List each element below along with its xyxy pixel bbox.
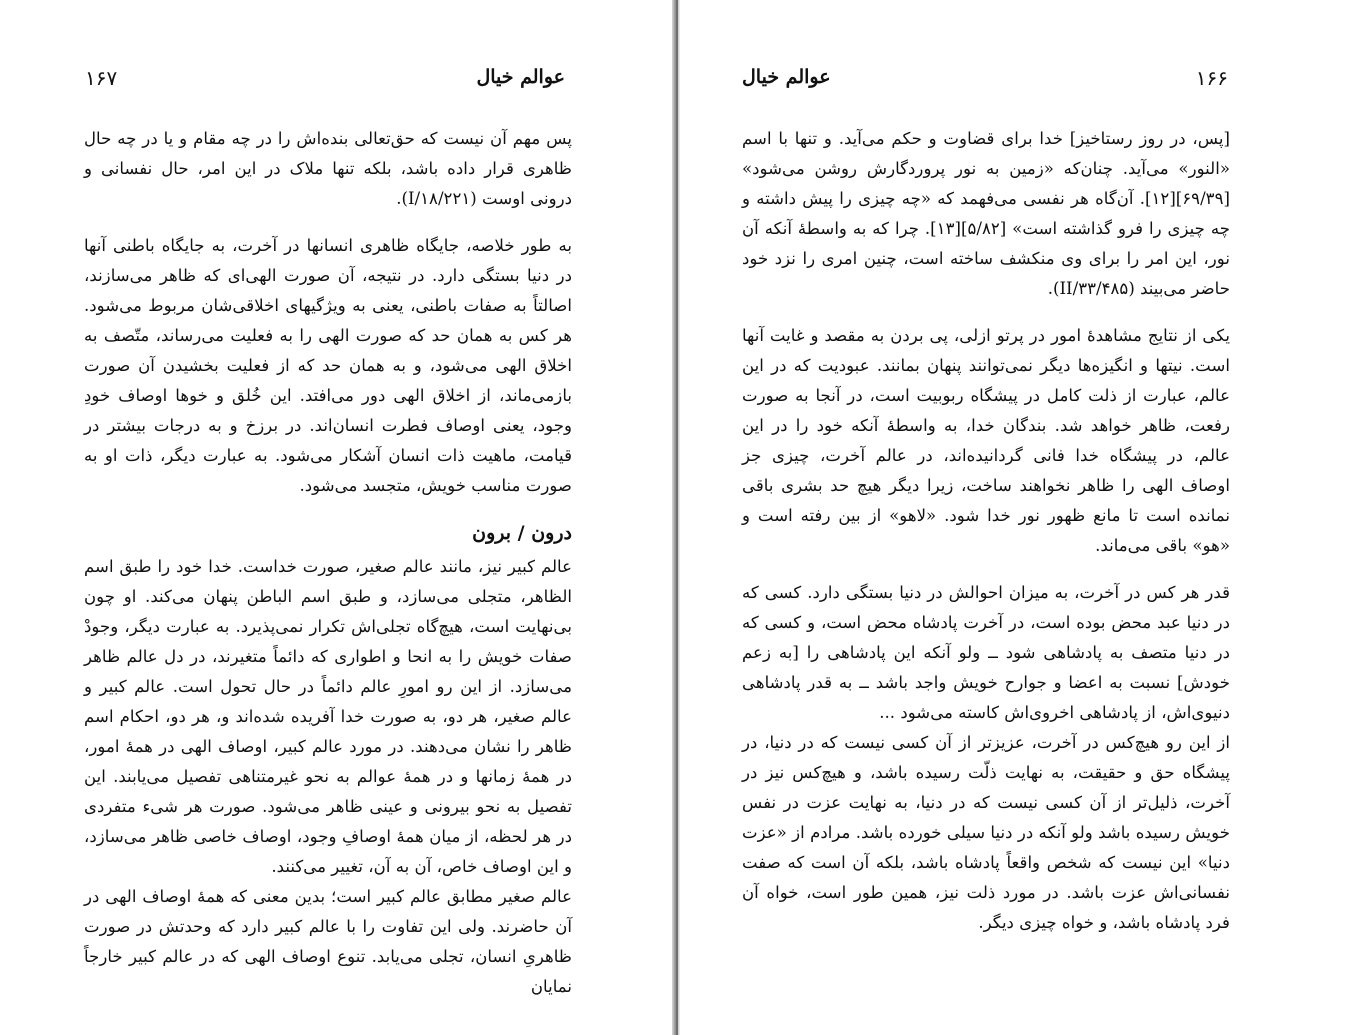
- right-running-title: عوالم خیال: [742, 66, 831, 88]
- left-page-body: [84, 124, 572, 1002]
- right-page-number: ۱۶۶: [1195, 66, 1228, 90]
- left-running-title: عوالم خیال: [476, 66, 565, 88]
- paragraph: یکی از نتایج مشاهدهٔ امور در پرتو ازلی، پی بردن به مقصد و غایت آنها است. نیتها و انگیزه‌ها دیگر نمی‌توانند پنهان بمانند. عبودیت که در این عالم، عبارت از ذلت کامل در پیشگاه ربوبیت است، در آنجا به صورت رفعت، ظاهر خواهد شد. بندگان خدا، به واسطهٔ آنکه خود را در این عالم، در پیشگاه خدا فانی گردانیده‌اند، در عالم آخرت، چیزی جز اوصاف الهی را ظاهر نخواهند ساخت، زیرا دیگر هیچ حد بشری باقی نمانده است تا مانع ظهور نور خدا شود. «لاهو» از بین رفته است و «هو» باقی می‌ماند.: [742, 326, 1230, 555]
- paragraph: عالم کبیر نیز، مانند عالم صغیر، صورت خداست. خدا خود را طبق اسم الظاهر، متجلی می‌سازد، و طبق اسم الباطن پنهان می‌کند. او چون بی‌نهایت است، هیچ‌گاه تجلی‌اش تکرار نمی‌پذیرد. به عبارت دیگر، وجودْ صفات خویش را به انحا و اطواری که دائماً متغیرند، در دل عالم ظاهر می‌سازد. از این رو امورِ عالم دائماً در حال تحول است. عالم کبیر و عالم صغیر، هر دو، به صورت خدا آفریده شده‌اند و، هر دو، احکام اسم ظاهر را نشان می‌دهند. در مورد عالم کبیر، اوصاف الهی در همهٔ امور، در همهٔ زمانها و در همهٔ عوالم به نحو غیرمتناهی تفصیل می‌یابند. این تفصیل به نحو بیرونی و عینی ظاهر می‌شود. صورت هر شیء متفردی در هر لحظه، از میان همهٔ اوصافِ وجود، اوصاف خاصی ظاهر می‌سازد، و این اوصاف خاص، آن به آن، تغییر می‌کنند.: [84, 557, 572, 876]
- left-page-number: ۱۶۷: [85, 66, 118, 90]
- paragraph: عالم صغیر مطابق عالم کبیر است؛ بدین معنی که همهٔ اوصاف الهی در آن حاضرند. ولی این تفاوت را با عالم کبیر دارد که وحدتش در صورت ظاهریِ انسان، تجلی می‌یابد. تنوع اوصاف الهی که در عالم کبیر خارجاً نمایان: [84, 887, 572, 996]
- section-heading: درون / برون: [472, 522, 572, 544]
- left-page-header: [85, 66, 565, 96]
- paragraph: پس مهم آن نیست که حق‌تعالی بنده‌اش را در چه مقام و یا در چه حال ظاهری قرار داده باشد، بلکه تنها ملاک در این امر، حال نفسانی و درونی اوست (۱۸/۲۲۱/I).: [84, 129, 572, 208]
- gutter-fold-line: [676, 0, 678, 1035]
- right-page: [680, 0, 1348, 1035]
- paragraph: به طور خلاصه، جایگاه ظاهری انسانها در آخرت، به جایگاه باطنی آنها در دنیا بستگی دارد. در نتیجه، آن صورت الهی‌ای که ظاهر می‌سازند، اصالتاً به صفات باطنی، یعنی به ویژگیهای اخلاقی‌شان مربوط می‌شود. هر کس به همان حد که صورت الهی را به فعلیت می‌رساند، متّصف به اخلاق الهی می‌شود، و به همان حد که از فعلیت بخشیدن آن صورت بازمی‌ماند، از اخلاق الهی دور می‌افتد. این خُلق و خوها اوصاف خودِ وجود، یعنی اوصاف فطرت انسان‌اند. در برزخ و به درجات بیشتر در قیامت، ماهیت ذات انسان آشکار می‌شود. به عبارت دیگر، ذات او به صورت مناسب خویش، متجسد می‌شود.: [84, 236, 572, 495]
- paragraph: [پس، در روز رستاخیز] خدا برای قضاوت و حکم می‌آید. و تنها با اسم «النور» می‌آید. چنان‌که «زمین به نور پروردگارش روشن می‌شود» [۶۹/۳۹][۱۲]. آن‌گاه هر نفسی می‌فهمد که «چه چیزی را پیش داشته و چه چیزی را فرو گذاشته است» [۵/۸۲][۱۳]. چرا که به واسطهٔ آنکه آن نور، این امر را برای وی منکشف ساخته است، چنین امری را نزد خود حاضر می‌بیند (۳۳/۴۸۵/II).: [742, 129, 1230, 298]
- right-page-body: [742, 124, 1230, 938]
- left-page: [0, 0, 672, 1035]
- right-page-header: [742, 66, 1228, 96]
- paragraph: قدر هر کس در آخرت، به میزان احوالش در دنیا بستگی دارد. کسی که در دنیا عبد محض بوده است، در آخرت پادشاه محض است، و کسی که در دنیا متصف به پادشاهی شود ــ ولو آنکه این پادشاهی را [به زعم خودش] نسبت به اعضا و جوارح خویش واجد باشد ــ به قدر پادشاهی دنیوی‌اش، از پادشاهی اخروی‌اش کاسته می‌شود ...: [742, 583, 1230, 722]
- paragraph: از این رو هیچ‌کس در آخرت، عزیزتر از آن کسی نیست که در دنیا، در پیشگاه حق و حقیقت، به نهایت ذلّت رسیده باشد، و هیچ‌کس نیز در آخرت، ذلیل‌تر از آن کسی نیست که در دنیا، به نهایت عزت در نفس خویش رسیده باشد ولو آنکه در دنیا سیلی خورده باشد. مرادم از «عزت دنیا» این نیست که شخص واقعاً پادشاه باشد، بلکه آن است که صفت نفسانی‌اش عزت باشد. در مورد ذلت نیز، همین طور است، خواه آن فرد پادشاه باشد، و خواه چیزی دیگر.: [742, 733, 1230, 932]
